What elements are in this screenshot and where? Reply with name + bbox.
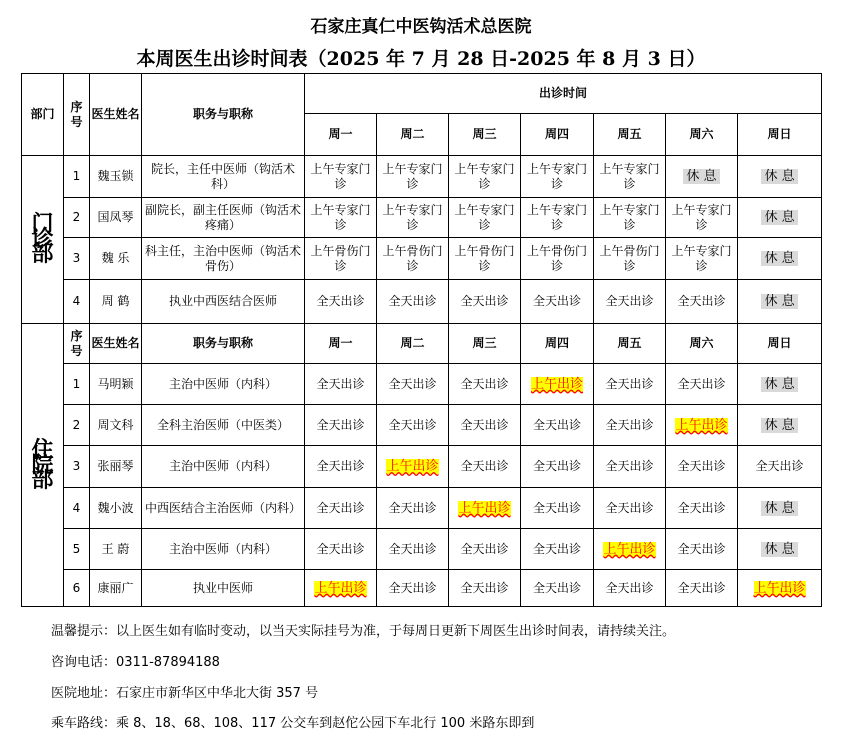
- schedule-cell: 全天出诊: [449, 405, 521, 446]
- schedule-cell: 全天出诊: [305, 280, 377, 324]
- schedule-cell: [305, 570, 377, 607]
- schedule-cell: 全天出诊: [521, 570, 594, 607]
- doctor-no: 6: [64, 570, 90, 607]
- doctor-row: [22, 280, 822, 324]
- schedule-cell: 上午专家门诊: [305, 198, 377, 238]
- schedule-cell: [738, 280, 822, 324]
- rest-label: 休 息: [683, 169, 719, 184]
- schedule-cell: [738, 570, 822, 607]
- doctor-name: 魏小波: [90, 488, 142, 529]
- doctor-name: 周 鹤: [90, 280, 142, 324]
- schedule-cell: 上午骨伤门诊: [521, 238, 594, 280]
- schedule-cell: 全天出诊: [594, 280, 666, 324]
- schedule-cell: 全天出诊: [666, 488, 738, 529]
- schedule-cell: 全天出诊: [449, 529, 521, 570]
- doctor-row: [22, 529, 822, 570]
- day-header: 周六: [666, 114, 738, 156]
- schedule-cell: 全天出诊: [305, 488, 377, 529]
- schedule-cell: [666, 156, 738, 198]
- schedule-cell: [738, 488, 822, 529]
- schedule-cell: 全天出诊: [449, 570, 521, 607]
- schedule-cell: 上午专家门诊: [449, 156, 521, 198]
- highlight-label: 上午出诊: [458, 500, 511, 516]
- schedule-cell: [738, 238, 822, 280]
- schedule-cell: 上午骨伤门诊: [377, 238, 449, 280]
- highlight-label: 上午出诊: [675, 417, 728, 433]
- dept-inpatient: 住院部: [22, 324, 64, 607]
- schedule-cell: 上午专家门诊: [521, 156, 594, 198]
- highlight-label: 上午出诊: [603, 541, 656, 557]
- schedule-cell: 全天出诊: [305, 405, 377, 446]
- day-header: 周四: [521, 114, 594, 156]
- schedule-cell: 全天出诊: [377, 280, 449, 324]
- schedule-table: [21, 73, 822, 607]
- day-header: 周三: [449, 114, 521, 156]
- schedule-cell: 全天出诊: [521, 488, 594, 529]
- day-header: 周五: [594, 324, 666, 364]
- schedule-cell: 全天出诊: [666, 280, 738, 324]
- contact-phone: 咨询电话：0311-87894188: [51, 655, 220, 670]
- schedule-cell: 全天出诊: [594, 405, 666, 446]
- day-header: 周一: [305, 114, 377, 156]
- doctor-no: 2: [64, 198, 90, 238]
- schedule-cell: 全天出诊: [666, 529, 738, 570]
- highlight-label: 上午出诊: [386, 459, 439, 474]
- schedule-cell: 上午专家门诊: [666, 198, 738, 238]
- schedule-cell: 上午骨伤门诊: [305, 238, 377, 280]
- day-header: 周三: [449, 324, 521, 364]
- hospital-address: 医院地址：石家庄市新华区中华北大街 357 号: [51, 686, 319, 701]
- doctor-title: 主治中医师（内科）: [142, 529, 305, 570]
- doctor-row: [22, 405, 822, 446]
- notice-tip: 温馨提示：以上医生如有临时变动，以当天实际挂号为准，于每周日更新下周医生出诊时间表，请持续关注。: [51, 624, 676, 639]
- doctor-name: 国凤琴: [90, 198, 142, 238]
- schedule-cell: 全天出诊: [521, 405, 594, 446]
- header-name: 医生姓名: [90, 74, 142, 156]
- doctor-row: [22, 156, 822, 198]
- doctor-row: [22, 364, 822, 405]
- doctor-no: 3: [64, 238, 90, 280]
- doctor-title: 执业中医师: [142, 570, 305, 607]
- schedule-cell: 全天出诊: [377, 529, 449, 570]
- day-header: 周一: [305, 324, 377, 364]
- highlight-label: 上午出诊: [753, 580, 806, 596]
- doctor-title: 执业中西医结合医师: [142, 280, 305, 324]
- rest-label: 休 息: [761, 210, 797, 225]
- schedule-cell: 全天出诊: [305, 529, 377, 570]
- page-title: 本周医生出诊时间表（2025 年 7 月 28 日-2025 年 8 月 3 日）: [136, 48, 706, 70]
- schedule-cell: 上午专家门诊: [305, 156, 377, 198]
- schedule-cell: 全天出诊: [377, 570, 449, 607]
- rest-label: 休 息: [761, 294, 797, 309]
- schedule-cell: [738, 364, 822, 405]
- schedule-cell: 上午专家门诊: [377, 198, 449, 238]
- doctor-name: 马明颖: [90, 364, 142, 405]
- doctor-title: 主治中医师（内科）: [142, 446, 305, 488]
- doctor-no: 1: [64, 156, 90, 198]
- schedule-cell: 全天出诊: [666, 446, 738, 488]
- schedule-cell: [738, 156, 822, 198]
- schedule-cell: 全天出诊: [594, 488, 666, 529]
- doctor-title: 院长，主任中医师（钩活术科）: [142, 156, 305, 198]
- day-header: 周四: [521, 324, 594, 364]
- doctor-no: 2: [64, 405, 90, 446]
- doctor-name: 王 蔚: [90, 529, 142, 570]
- schedule-cell: [738, 405, 822, 446]
- doctor-row: [22, 488, 822, 529]
- schedule-cell: [377, 446, 449, 488]
- bus-route: 乘车路线：乘 8、18、68、108、117 公交车到赵佗公园下车北行 100 米路东即到: [51, 716, 535, 731]
- schedule-cell: 上午骨伤门诊: [594, 238, 666, 280]
- inpatient-header-row: [22, 324, 822, 364]
- doctor-no: 4: [64, 280, 90, 324]
- doctor-title: 全科主治医师（中医类）: [142, 405, 305, 446]
- rest-label: 休 息: [761, 251, 797, 266]
- header-name: 医生姓名: [90, 324, 142, 364]
- schedule-cell: 全天出诊: [738, 446, 822, 488]
- day-header: 周二: [377, 324, 449, 364]
- schedule-cell: 全天出诊: [521, 280, 594, 324]
- rest-label: 休 息: [761, 169, 797, 184]
- schedule-cell: 全天出诊: [377, 405, 449, 446]
- schedule-cell: 上午专家门诊: [666, 238, 738, 280]
- highlight-label: 上午出诊: [530, 376, 583, 392]
- schedule-cell: [521, 364, 594, 405]
- doctor-name: 康丽广: [90, 570, 142, 607]
- schedule-cell: 全天出诊: [594, 446, 666, 488]
- doctor-name: 魏 乐: [90, 238, 142, 280]
- doctor-no: 1: [64, 364, 90, 405]
- header-no: 序号: [64, 324, 90, 364]
- header-title: 职务与职称: [142, 74, 305, 156]
- doctor-row: [22, 238, 822, 280]
- header-dept: 部门: [22, 74, 64, 156]
- schedule-cell: 上午专家门诊: [377, 156, 449, 198]
- doctor-row: [22, 570, 822, 607]
- header-title: 职务与职称: [142, 324, 305, 364]
- dept-outpatient: 门诊部: [22, 156, 64, 324]
- doctor-title: 副院长，副主任医师（钩活术 疼痛）: [142, 198, 305, 238]
- schedule-cell: 全天出诊: [666, 364, 738, 405]
- day-header: 周日: [738, 114, 822, 156]
- doctor-row: [22, 446, 822, 488]
- schedule-cell: 全天出诊: [449, 280, 521, 324]
- schedule-cell: 上午专家门诊: [594, 156, 666, 198]
- doctor-no: 4: [64, 488, 90, 529]
- schedule-cell: 全天出诊: [666, 570, 738, 607]
- schedule-cell: 全天出诊: [449, 446, 521, 488]
- schedule-cell: 全天出诊: [377, 488, 449, 529]
- schedule-cell: 全天出诊: [377, 364, 449, 405]
- schedule-cell: [449, 488, 521, 529]
- doctor-no: 3: [64, 446, 90, 488]
- schedule-cell: [594, 529, 666, 570]
- rest-label: 休 息: [761, 501, 797, 516]
- schedule-cell: [738, 198, 822, 238]
- schedule-cell: 全天出诊: [305, 446, 377, 488]
- header-no: 序号: [64, 74, 90, 156]
- schedule-cell: [738, 529, 822, 570]
- day-header: 周二: [377, 114, 449, 156]
- doctor-name: 周文科: [90, 405, 142, 446]
- schedule-cell: 上午专家门诊: [449, 198, 521, 238]
- doctor-title: 科主任，主治中医师（钩活术骨伤）: [142, 238, 305, 280]
- schedule-cell: 全天出诊: [305, 364, 377, 405]
- schedule-cell: 全天出诊: [521, 529, 594, 570]
- day-header: 周六: [666, 324, 738, 364]
- doctor-title: 主治中医师（内科）: [142, 364, 305, 405]
- doctor-title: 中西医结合主治医师（内科）: [142, 488, 305, 529]
- schedule-cell: 全天出诊: [521, 446, 594, 488]
- doctor-row: [22, 198, 822, 238]
- schedule-cell: 上午专家门诊: [594, 198, 666, 238]
- rest-label: 休 息: [761, 418, 797, 433]
- rest-label: 休 息: [761, 542, 797, 557]
- schedule-cell: 全天出诊: [594, 364, 666, 405]
- schedule-cell: 全天出诊: [594, 570, 666, 607]
- schedule-cell: 全天出诊: [449, 364, 521, 405]
- doctor-no: 5: [64, 529, 90, 570]
- doctor-name: 魏玉锁: [90, 156, 142, 198]
- header-row: [22, 74, 822, 114]
- schedule-cell: 上午专家门诊: [521, 198, 594, 238]
- rest-label: 休 息: [761, 377, 797, 392]
- highlight-label: 上午出诊: [314, 580, 367, 596]
- hospital-name: 石家庄真仁中医钩活术总医院: [310, 17, 532, 37]
- schedule-cell: 上午骨伤门诊: [449, 238, 521, 280]
- day-header: 周五: [594, 114, 666, 156]
- doctor-name: 张丽琴: [90, 446, 142, 488]
- schedule-cell: [666, 405, 738, 446]
- day-header: 周日: [738, 324, 822, 364]
- header-schedule: 出诊时间: [305, 74, 822, 114]
